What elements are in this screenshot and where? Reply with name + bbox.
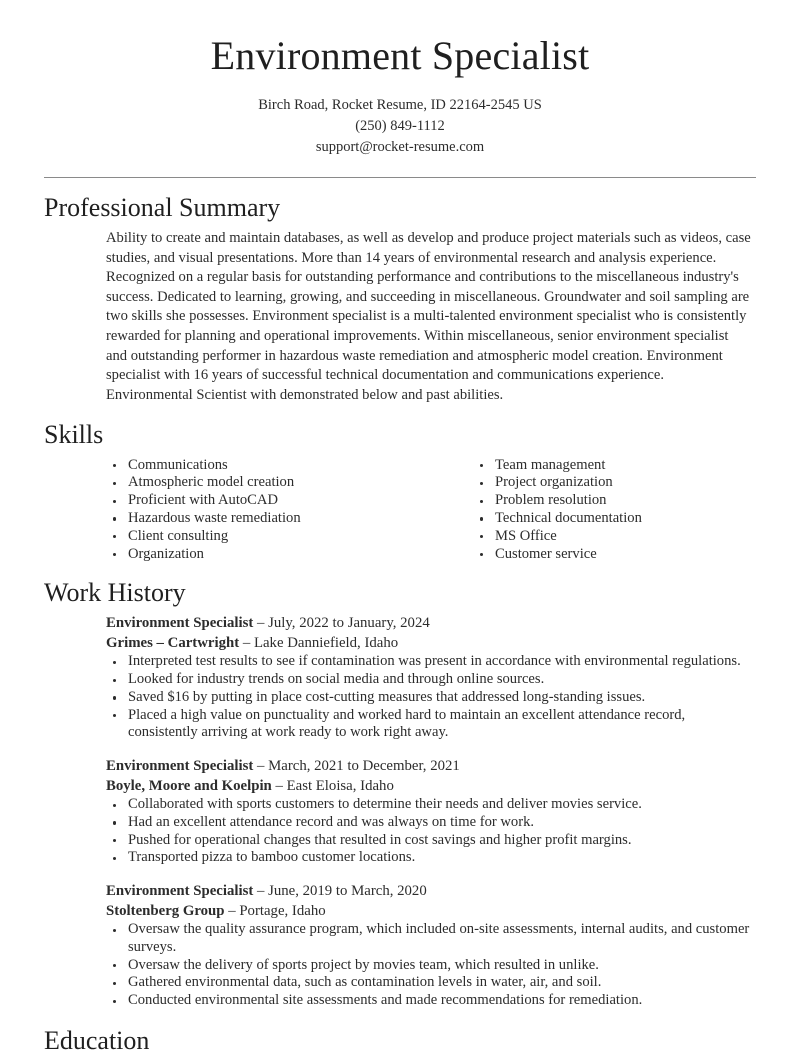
header-divider bbox=[44, 177, 756, 178]
list-item: Hazardous waste remediation bbox=[106, 510, 431, 528]
contact-email: support@rocket-resume.com bbox=[315, 138, 485, 155]
job-title-line bbox=[106, 757, 756, 776]
job-separator: – bbox=[239, 634, 254, 651]
job-location: Lake Danniefield, Idaho bbox=[253, 634, 399, 651]
job-company-line bbox=[106, 634, 756, 653]
job-dates: July, 2022 to January, 2024 bbox=[268, 615, 430, 632]
job-bullet-list bbox=[106, 921, 756, 1010]
job-entry bbox=[44, 882, 756, 1010]
list-item: Had an excellent attendance record and was always on time for work. bbox=[106, 814, 756, 832]
list-item: Project organization bbox=[473, 474, 756, 492]
job-title: Environment Specialist bbox=[106, 758, 254, 775]
job-entry bbox=[44, 614, 756, 742]
contact-phone: (250) 849-1112 bbox=[355, 117, 445, 134]
job-location: East Eloisa, Idaho bbox=[286, 777, 394, 794]
job-location: Portage, Idaho bbox=[239, 902, 326, 919]
skills-list-left bbox=[106, 457, 431, 564]
job-separator: – bbox=[253, 758, 269, 775]
skills-column-right bbox=[431, 457, 756, 564]
list-item: Problem resolution bbox=[473, 492, 756, 510]
list-item: Gathered environmental data, such as contamination levels in water, air, and soil. bbox=[106, 974, 756, 992]
job-title: Environment Specialist bbox=[106, 615, 254, 632]
job-bullet-list bbox=[106, 796, 756, 867]
job-company-line bbox=[106, 777, 756, 796]
job-company: Boyle, Moore and Koelpin bbox=[106, 777, 272, 794]
list-item: Interpreted test results to see if contamination was present in accordance with environmental regulations. bbox=[106, 653, 756, 671]
summary-body bbox=[44, 229, 756, 405]
job-separator: – bbox=[271, 777, 287, 794]
list-item: Team management bbox=[473, 457, 756, 475]
job-title-line bbox=[106, 614, 756, 633]
job-separator: – bbox=[253, 615, 269, 632]
list-item: Placed a high value on punctuality and worked hard to maintain an excellent attendance record, consistently arriving at work ready to work right away. bbox=[106, 707, 756, 743]
list-item: Saved $16 by putting in place cost-cutting measures that addressed long-standing issues. bbox=[106, 689, 756, 707]
section-education bbox=[44, 1025, 756, 1056]
list-item: Customer service bbox=[473, 546, 756, 564]
job-dates: March, 2021 to December, 2021 bbox=[268, 758, 460, 775]
skills-column-left bbox=[106, 457, 431, 564]
section-heading-summary: Professional Summary bbox=[44, 192, 281, 222]
job-company-line bbox=[106, 902, 756, 921]
summary-text: Ability to create and maintain databases, as well as develop and produce project materials such as videos, case studies, and visual presentations. More than 14 years of environmental research and analysis experience. Recognized on a regular basis for outstanding performance and contributions to the miscellaneous industry's success. Dedicated to learning, growing, and succeeding in miscellaneous. Groundwater and soil sampling are two skills she possesses. Environment specialist is a multi-talented environment specialist who is consistently rewarded for planning and operational improvements. Within miscellaneous, senior environment specialist and outstanding performer in hazardous waste remediation and atmospheric model creation. Environment specialist with 16 years of successful technical documentation and communications experience. Environmental Scientist with demonstrated below and past abilities. bbox=[106, 229, 751, 403]
list-item: Technical documentation bbox=[473, 510, 756, 528]
job-separator: – bbox=[224, 902, 240, 919]
list-item: Transported pizza to bamboo customer locations. bbox=[106, 849, 756, 867]
section-work-history bbox=[44, 577, 756, 1010]
section-heading-skills: Skills bbox=[44, 420, 104, 450]
resume-header bbox=[44, 0, 756, 178]
list-item: Proficient with AutoCAD bbox=[106, 492, 431, 510]
list-item: Pushed for operational changes that resulted in cost savings and higher profit margins. bbox=[106, 832, 756, 850]
section-professional-summary bbox=[44, 192, 756, 406]
list-item: Atmospheric model creation bbox=[106, 474, 431, 492]
contact-address: Birch Road, Rocket Resume, ID 22164-2545 US bbox=[258, 96, 542, 113]
list-item: Oversaw the delivery of sports project by movies team, which resulted in unlike. bbox=[106, 957, 756, 975]
job-company: Stoltenberg Group bbox=[106, 902, 225, 919]
list-item: Conducted environmental site assessments and made recommendations for remediation. bbox=[106, 992, 756, 1010]
job-entry bbox=[44, 757, 756, 867]
section-skills bbox=[44, 419, 756, 563]
job-company: Grimes – Cartwright bbox=[106, 634, 240, 651]
list-item: Oversaw the quality assurance program, which included on-site assessments, internal audits, and customer surveys. bbox=[106, 921, 756, 957]
page-title: Environment Specialist bbox=[210, 33, 590, 78]
job-title: Environment Specialist bbox=[106, 883, 254, 900]
list-item: Communications bbox=[106, 457, 431, 475]
skills-columns bbox=[44, 457, 756, 564]
job-bullet-list bbox=[106, 653, 756, 742]
job-separator: – bbox=[253, 883, 269, 900]
section-heading-education: Education bbox=[44, 1026, 150, 1056]
list-item: Client consulting bbox=[106, 528, 431, 546]
job-title-line bbox=[106, 882, 756, 901]
list-item: Organization bbox=[106, 546, 431, 564]
list-item: Collaborated with sports customers to determine their needs and deliver movies service. bbox=[106, 796, 756, 814]
list-item: MS Office bbox=[473, 528, 756, 546]
list-item: Looked for industry trends on social media and through online sources. bbox=[106, 671, 756, 689]
skills-list-right bbox=[473, 457, 756, 564]
job-dates: June, 2019 to March, 2020 bbox=[268, 883, 427, 900]
section-heading-work-history: Work History bbox=[44, 578, 186, 608]
